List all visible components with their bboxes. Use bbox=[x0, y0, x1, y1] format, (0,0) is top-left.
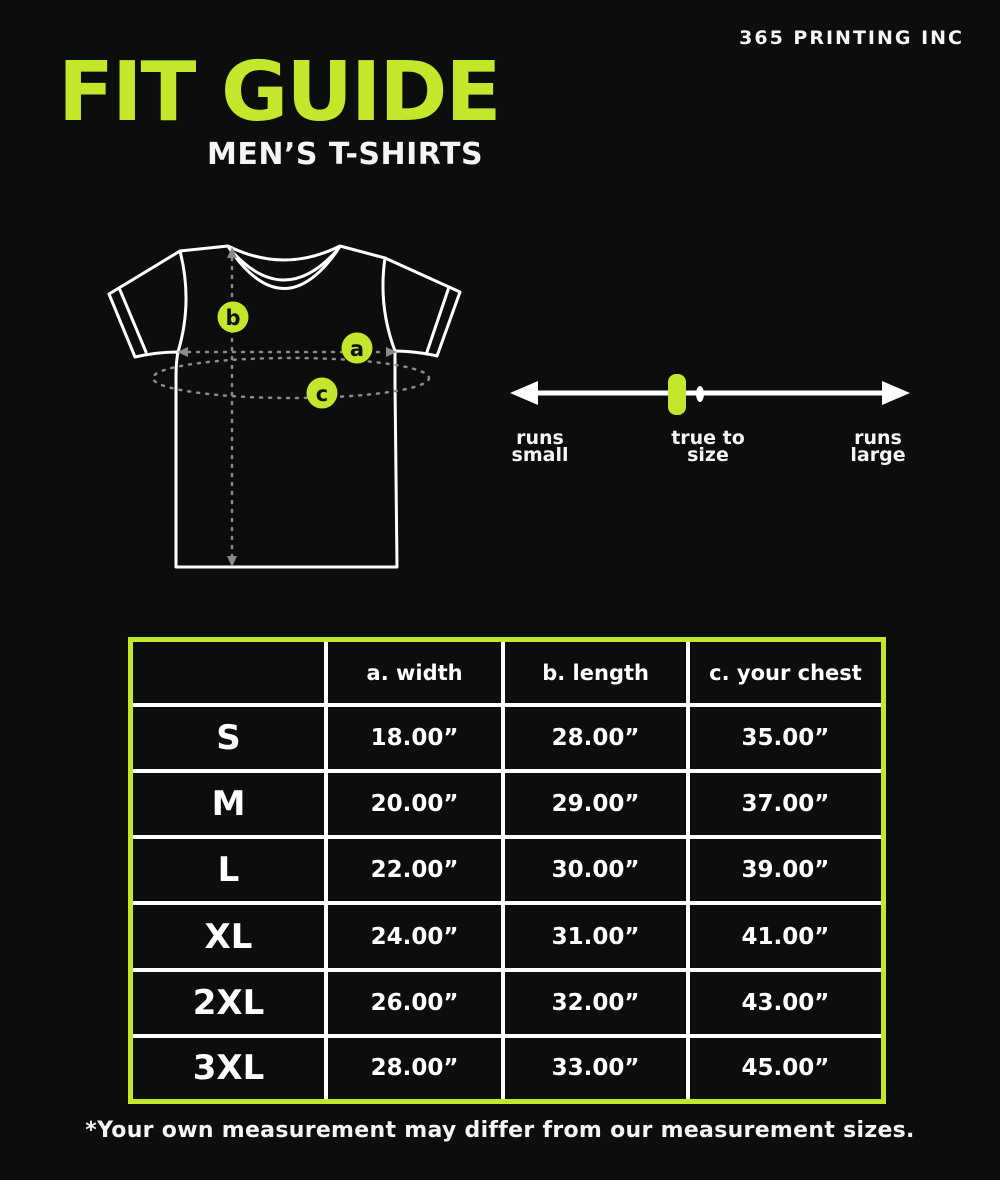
true-to-size-label: true to size bbox=[671, 427, 745, 466]
chest-value: 41.00” bbox=[688, 903, 881, 969]
measurement-dashed-lines bbox=[153, 258, 429, 556]
table-row bbox=[133, 903, 881, 969]
width-value: 18.00” bbox=[326, 705, 503, 771]
chest-value: 45.00” bbox=[688, 1036, 881, 1099]
length-value: 30.00” bbox=[503, 837, 688, 903]
size-label: M bbox=[133, 771, 326, 837]
chest-value: 37.00” bbox=[688, 771, 881, 837]
size-table bbox=[133, 642, 881, 1099]
table-row bbox=[133, 771, 881, 837]
width-value: 22.00” bbox=[326, 837, 503, 903]
header-empty bbox=[133, 642, 326, 705]
measurement-arrowheads bbox=[177, 247, 397, 567]
page-subtitle: MEN’S T-SHIRTS bbox=[207, 137, 484, 172]
marker-a bbox=[342, 333, 373, 364]
fit-indicator-dot bbox=[696, 386, 704, 402]
width-value: 28.00” bbox=[326, 1036, 503, 1099]
size-table-container bbox=[128, 637, 886, 1104]
width-value: 24.00” bbox=[326, 903, 503, 969]
table-row bbox=[133, 1036, 881, 1099]
table-row bbox=[133, 970, 881, 1036]
chest-value: 43.00” bbox=[688, 970, 881, 1036]
length-value: 32.00” bbox=[503, 970, 688, 1036]
header-length: b. length bbox=[503, 642, 688, 705]
length-value: 33.00” bbox=[503, 1036, 688, 1099]
size-label: 2XL bbox=[133, 970, 326, 1036]
marker-b bbox=[218, 302, 249, 333]
fit-scale-graphic bbox=[500, 352, 920, 424]
chest-value: 35.00” bbox=[688, 705, 881, 771]
fit-indicator-pill bbox=[668, 374, 686, 415]
length-value: 29.00” bbox=[503, 771, 688, 837]
marker-a-label: a bbox=[349, 337, 365, 361]
right-arrowhead-icon bbox=[882, 381, 910, 405]
marker-b-label: b bbox=[225, 306, 241, 330]
width-value: 20.00” bbox=[326, 771, 503, 837]
size-label: L bbox=[133, 837, 326, 903]
measurement-disclaimer: *Your own measurement may differ from our measurement sizes. bbox=[85, 1118, 915, 1143]
chest-value: 39.00” bbox=[688, 837, 881, 903]
header-chest: c. your chest bbox=[688, 642, 881, 705]
chest-ellipse-c bbox=[153, 358, 429, 398]
runs-large-label: runs large bbox=[850, 427, 906, 466]
table-row bbox=[133, 837, 881, 903]
runs-small-label: runs small bbox=[511, 427, 569, 466]
length-value: 31.00” bbox=[503, 903, 688, 969]
marker-c-label: c bbox=[315, 382, 329, 406]
page-title: FIT GUIDE bbox=[58, 45, 500, 140]
header-width: a. width bbox=[326, 642, 503, 705]
size-label: XL bbox=[133, 903, 326, 969]
fit-scale-labels bbox=[500, 427, 920, 474]
length-value: 28.00” bbox=[503, 705, 688, 771]
tshirt-measurement-diagram bbox=[80, 220, 480, 590]
size-label: S bbox=[133, 705, 326, 771]
table-header-row bbox=[133, 642, 881, 705]
brand-name: 365 PRINTING INC bbox=[739, 27, 964, 49]
left-arrowhead-icon bbox=[510, 381, 538, 405]
size-label: 3XL bbox=[133, 1036, 326, 1099]
width-value: 26.00” bbox=[326, 970, 503, 1036]
table-row bbox=[133, 705, 881, 771]
marker-c bbox=[307, 378, 338, 409]
tshirt-outline bbox=[109, 246, 460, 567]
